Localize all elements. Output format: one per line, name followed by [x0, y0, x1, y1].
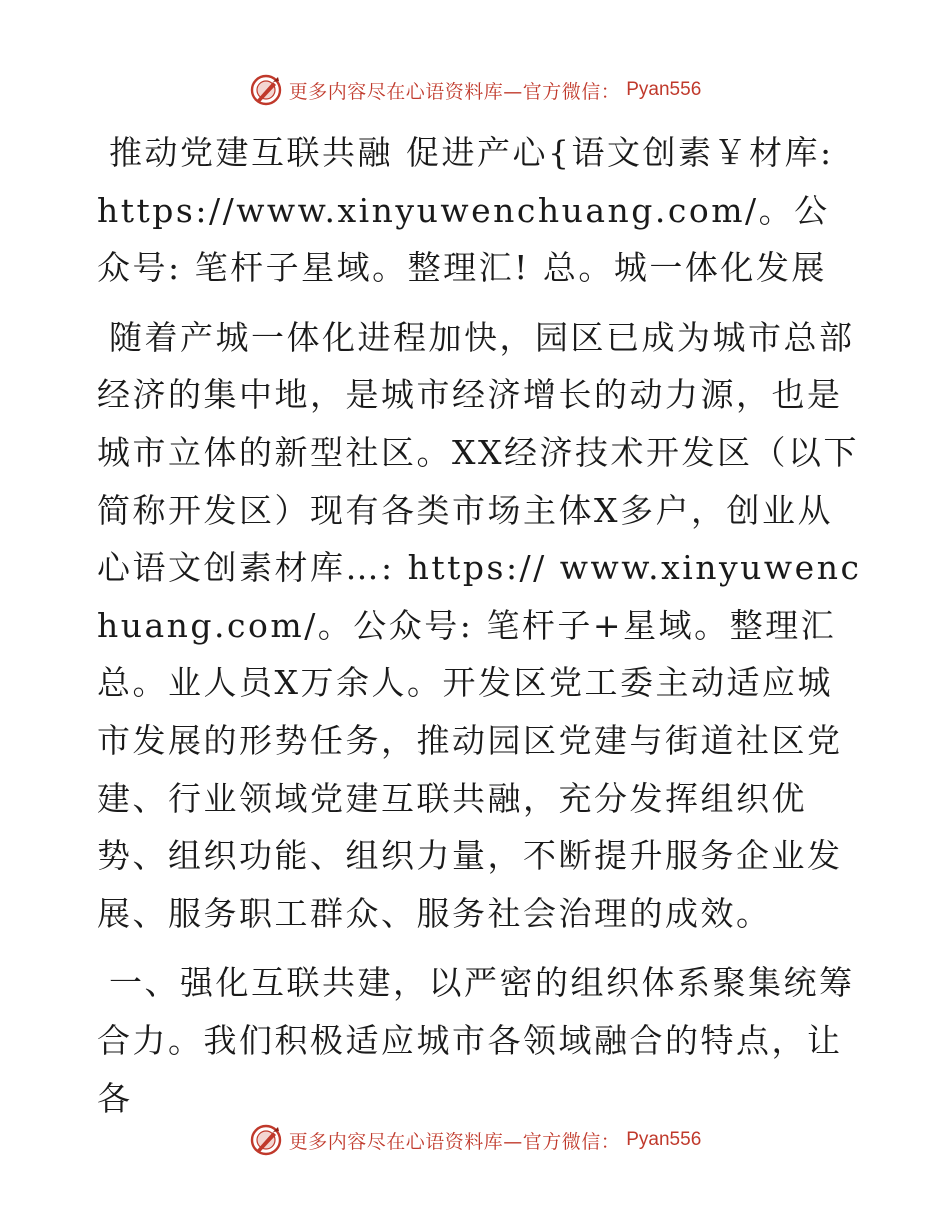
quill-pen-logo-icon — [249, 73, 283, 107]
footer-wechat-id: Pyan556 — [626, 1129, 702, 1150]
header-wechat-id: Pyan556 — [626, 79, 702, 100]
document-body — [97, 124, 865, 1139]
paragraph-section-one: 一、强化互联共建，以严密的组织体系聚集统筹合力。我们积极适应城市各领域融合的特点，让各 — [97, 963, 855, 1118]
header-banner — [0, 70, 950, 110]
paragraph-title: 推动党建互联共融 促进产心{语文创素￥材库: https://www.xinyuwenchuang.com/。公众号: 笔杆子星域。整理汇! 总。城一体化发展 — [97, 133, 834, 288]
paragraph-intro: 随着产城一体化进程加快，园区已成为城市总部经济的集中地，是城市经济增长的动力源，也是城市立体的新型社区。XX经济技术开发区（以下简称开发区）现有各类市场主体X多户，创业从心语文创素材库…: https:// www.xinyuwenchuang.com/。公众号: 笔杆子+星域。整理汇总。业人员X万余人。开发区党工委主动适应城市发展的形势任务，推动园区党建与街道社区党建、行业领域党建互联共融，充分发挥组织优势、组织功能、组织力量，不断提升服务企业发展、服务职工群众、服务社会治理的成效。 — [97, 317, 862, 933]
footer-banner — [0, 1120, 950, 1160]
footer-banner-text: 更多内容尽在心语资料库—官方微信： — [288, 1130, 621, 1153]
quill-pen-logo-icon — [249, 1123, 283, 1157]
footer-banner-content — [249, 1123, 702, 1157]
header-banner-content — [249, 73, 702, 107]
header-banner-text: 更多内容尽在心语资料库—官方微信： — [288, 80, 621, 103]
